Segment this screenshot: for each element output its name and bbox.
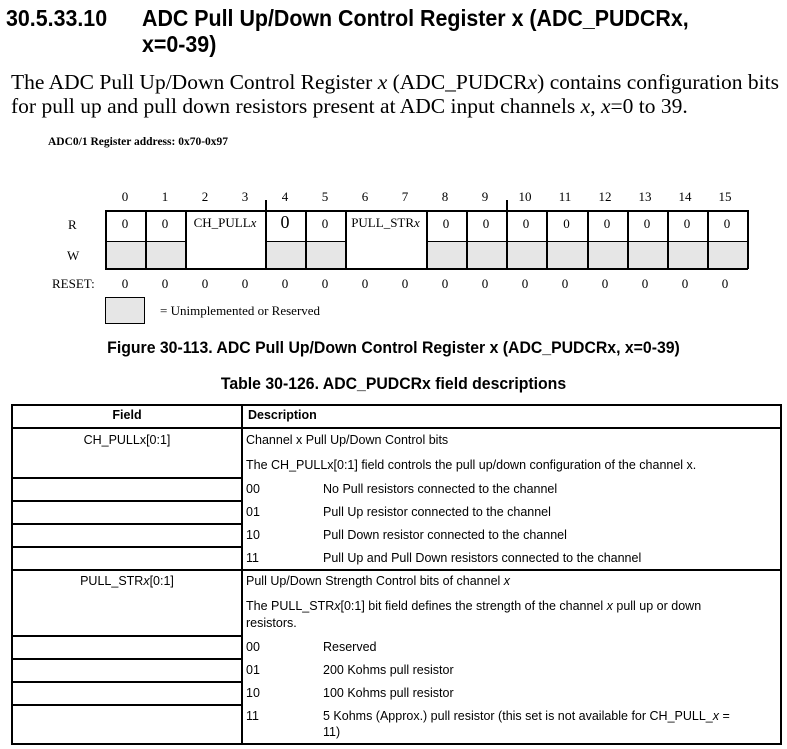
ch-pull-title: Channel x Pull Up/Down Control bits [246, 433, 449, 447]
ch-pull-code: 01 [246, 505, 260, 519]
legend-text: = Unimplemented or Reserved [160, 303, 321, 318]
intro-text: for pull up and pull down resistors present at ADC input channels [11, 94, 581, 118]
intro-text: , [590, 94, 601, 118]
pull-str-detail [246, 599, 701, 613]
field-var: x [143, 574, 150, 588]
read-bit-0: 0 [121, 216, 129, 231]
intro-var: x [600, 94, 611, 118]
table-border [11, 404, 782, 406]
section-title-line2: x=0-39) [142, 31, 217, 57]
read-bit-8: 0 [442, 216, 450, 231]
row-line [11, 546, 242, 548]
reset-value: 0 [721, 276, 729, 291]
table-border [11, 743, 782, 745]
field-var: x [712, 709, 719, 723]
bit-number: 5 [321, 189, 329, 204]
field-var: x [503, 574, 511, 588]
bit-number: 9 [481, 189, 489, 204]
bit-number: 14 [678, 189, 692, 204]
bit-number: 11 [558, 189, 572, 204]
read-bit-4: 0 [280, 212, 290, 232]
bit-number: 12 [598, 189, 612, 204]
detail-text: The PULL_STR [246, 599, 335, 613]
bit-number: 0 [121, 189, 129, 204]
reset-value: 0 [681, 276, 689, 291]
reset-value: 0 [241, 276, 249, 291]
bit-number: 10 [518, 189, 532, 204]
bit-number: 4 [281, 189, 289, 204]
field-name-text: PULL_STR [80, 574, 144, 588]
reset-value: 0 [441, 276, 449, 291]
row-label-read: R [68, 217, 77, 232]
reset-value: 0 [161, 276, 169, 291]
field-name-text: [0:1] [149, 574, 174, 588]
ch-pull-detail: The CH_PULLx[0:1] field controls the pull up/down configuration of the channel x. [246, 458, 697, 472]
intro-text: =0 to 39. [610, 94, 688, 118]
reset-value: 0 [121, 276, 129, 291]
reset-value: 0 [641, 276, 649, 291]
field-var: x [414, 215, 420, 230]
detail-text: pull up or down [612, 599, 702, 613]
reset-value: 0 [601, 276, 609, 291]
row-line [11, 523, 242, 525]
value-text: = [719, 709, 730, 723]
pull-str-code: 11 [246, 709, 259, 723]
pull-str-value-text-line2: 11) [323, 725, 341, 739]
read-bit-15: 0 [723, 216, 731, 231]
bit-number: 8 [441, 189, 449, 204]
reset-value: 0 [481, 276, 489, 291]
field-name-ch-pull: CH_PULLx[0:1] [83, 433, 171, 447]
read-bit-13: 0 [643, 216, 651, 231]
bit-number: 3 [241, 189, 249, 204]
pull-str-title [246, 574, 510, 588]
pull-str-code: 01 [246, 663, 260, 677]
row-line [11, 658, 242, 660]
reset-value: 0 [321, 276, 329, 291]
table-column-divider [241, 404, 243, 745]
pull-str-value-text: Reserved [323, 640, 377, 654]
ch-pull-value-text: Pull Up and Pull Down resistors connected to the channel [323, 551, 642, 565]
pull-str-title-text: Pull Up/Down Strength Control bits of channel [246, 574, 504, 588]
field-var: x [334, 599, 341, 613]
header-field: Field [112, 408, 142, 422]
table-border [11, 427, 782, 429]
row-label-reset: RESET: [52, 276, 95, 291]
pull-str-code: 10 [246, 686, 260, 700]
section-number: 30.5.33.10 [6, 5, 108, 31]
intro-var: x [580, 94, 591, 118]
row-line [11, 635, 242, 637]
row-line [11, 681, 242, 683]
register-address: ADC0/1 Register address: 0x70-0x97 [48, 136, 229, 148]
value-text: 5 Kohms (Approx.) pull resistor (this set is not available for CH_PULL_ [323, 709, 713, 723]
reset-value: 0 [361, 276, 369, 291]
ch-pull-code: 00 [246, 482, 260, 496]
header-description: Description [248, 408, 317, 422]
intro-var: x [527, 70, 538, 94]
read-bit-11: 0 [563, 216, 570, 231]
field-var: x [606, 599, 613, 613]
ch-pull-value-text: Pull Down resistor connected to the channel [323, 528, 567, 542]
intro-text: (ADC_PUDCR [387, 70, 528, 94]
field-var: x [250, 215, 257, 230]
reset-value: 0 [201, 276, 209, 291]
section-line [11, 569, 782, 571]
intro-var: x [377, 70, 388, 94]
pull-str-detail-line2: resistors. [246, 616, 297, 630]
row-line [11, 477, 242, 479]
ch-pull-value-text: Pull Up resistor connected to the channel [323, 505, 551, 519]
bit-number: 2 [201, 189, 209, 204]
ch-pull-value-text: No Pull resistors connected to the channel [323, 482, 558, 496]
intro-text: The ADC Pull Up/Down Control Register [11, 70, 378, 94]
ch-pull-code: 11 [246, 551, 259, 565]
row-line [11, 500, 242, 502]
ch-pull-code: 10 [246, 528, 260, 542]
field-pull-str-label: PULL_STR [351, 215, 415, 230]
table-caption: Table 30-126. ADC_PUDCRx field descriptions [220, 374, 567, 393]
figure-caption: Figure 30-113. ADC Pull Up/Down Control Register x (ADC_PUDCRx, x=0-39) [107, 338, 680, 357]
intro-text: ) contains configuration bits [537, 70, 779, 94]
reset-value: 0 [281, 276, 289, 291]
reset-value: 0 [561, 276, 569, 291]
pull-str-code: 00 [246, 640, 260, 654]
read-bit-10: 0 [522, 216, 530, 231]
row-label-write: W [67, 248, 80, 263]
bit-number: 13 [638, 189, 652, 204]
reset-value: 0 [521, 276, 529, 291]
bit-number: 6 [361, 189, 369, 204]
bit-number: 15 [718, 189, 732, 204]
reset-value: 0 [401, 276, 409, 291]
read-bit-5: 0 [321, 216, 329, 231]
pull-str-value-text [323, 709, 730, 723]
bit-number: 7 [401, 189, 409, 204]
pull-str-value-text: 100 Kohms pull resistor [323, 686, 454, 700]
section-title-line1: ADC Pull Up/Down Control Register x (ADC_PUDCRx, [142, 5, 689, 31]
table-border [780, 404, 782, 745]
field-name-pull-str [13, 574, 241, 588]
field-ch-pull-label: CH_PULL [193, 215, 251, 230]
read-bit-14: 0 [683, 216, 691, 231]
detail-text: [0:1] bit field defines the strength of the channel [340, 599, 607, 613]
read-bit-12: 0 [603, 216, 611, 231]
pull-str-value-text: 200 Kohms pull resistor [323, 663, 454, 677]
bit-number: 1 [161, 189, 169, 204]
read-bit-9: 0 [482, 216, 490, 231]
read-bit-1: 0 [161, 216, 169, 231]
row-line [11, 704, 242, 706]
